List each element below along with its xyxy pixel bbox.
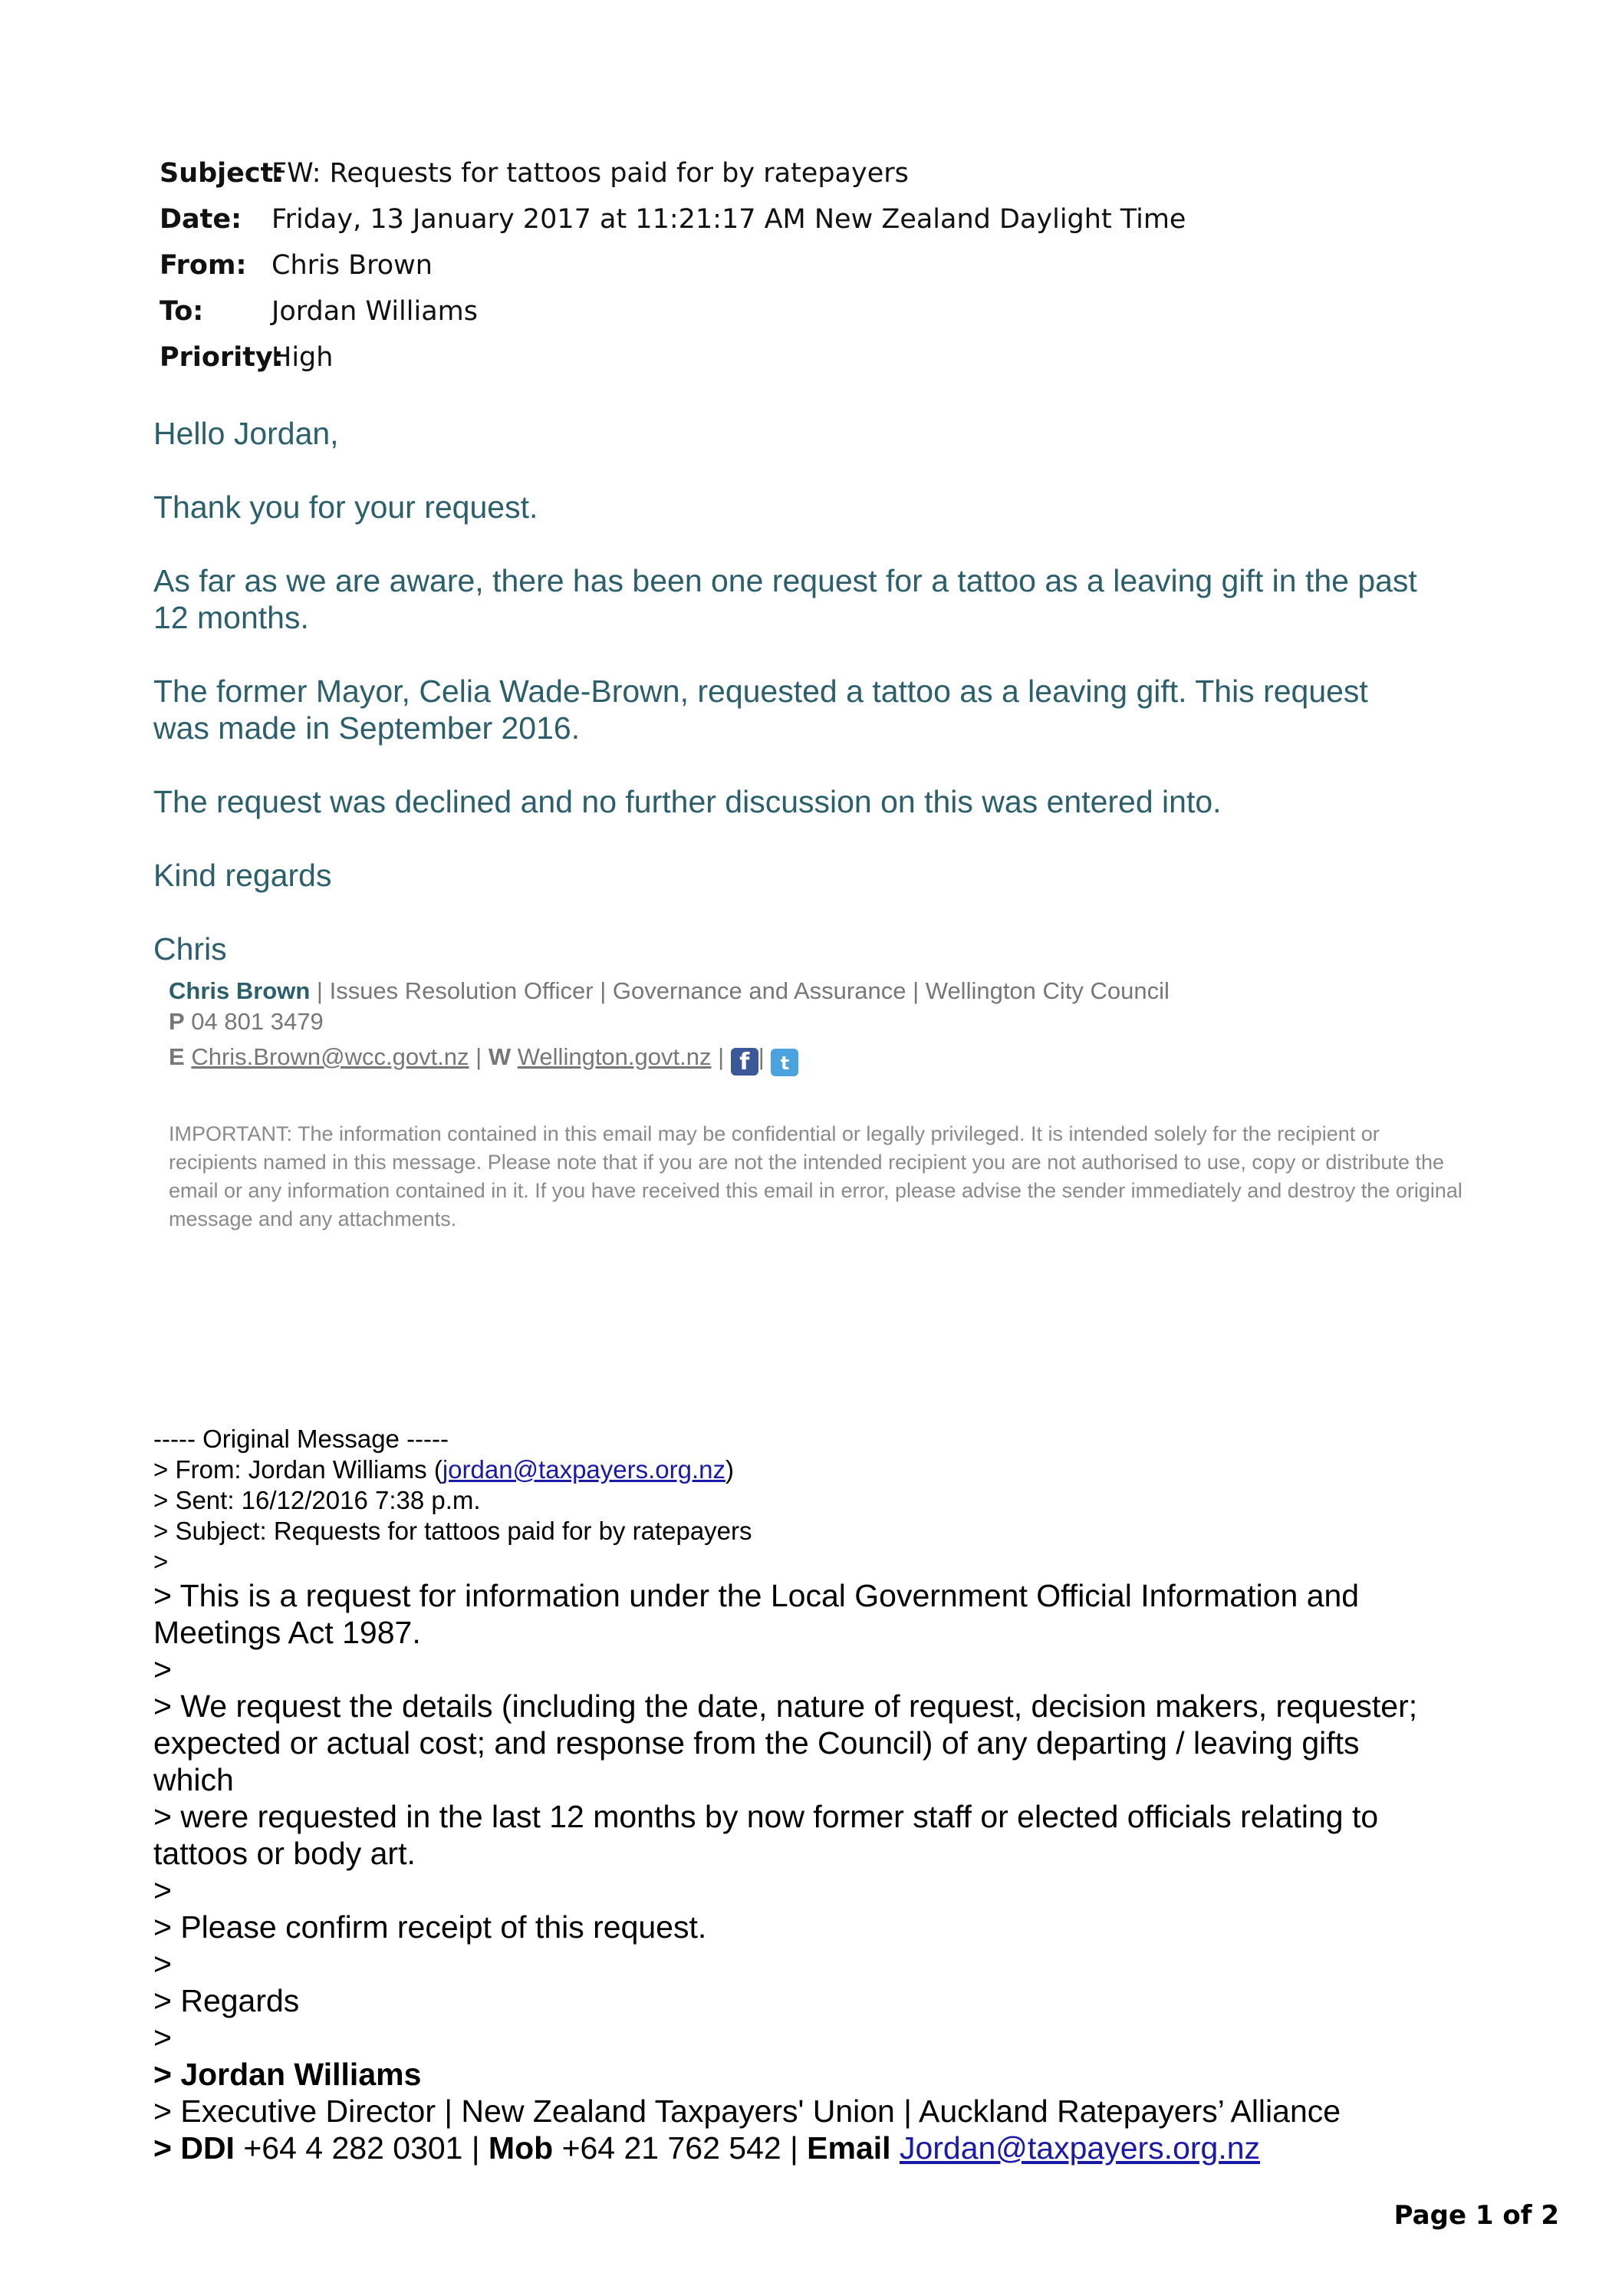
- signature-role: | Issues Resolution Officer | Governance and Assurance | Wellington City Council: [310, 977, 1170, 1004]
- paragraph-mayor-line1: The former Mayor, Celia Wade-Brown, requested a tattoo as a leaving gift. This request: [153, 674, 1368, 709]
- request-line2b: expected or actual cost; and response from the Council) of any departing / leaving gifts: [153, 1725, 1360, 1761]
- request-regards: > Regards: [153, 1983, 300, 2018]
- signature-website-link[interactable]: Wellington.govt.nz: [517, 1043, 712, 1070]
- original-from-prefix: > From: Jordan Williams (: [153, 1455, 443, 1484]
- request-line1b: Meetings Act 1987.: [153, 1615, 421, 1650]
- email-label: E: [169, 1043, 185, 1070]
- quote-marker: >: [153, 1652, 172, 1687]
- signature-email-link[interactable]: Chris.Brown@wcc.govt.nz: [191, 1043, 469, 1070]
- web-label: W: [488, 1043, 512, 1070]
- priority-value: High: [271, 342, 334, 373]
- to-label: To:: [160, 296, 204, 327]
- signature-phone-line: [169, 1008, 324, 1036]
- paragraph-aware-line2: 12 months.: [153, 600, 309, 635]
- email-label: Email: [807, 2130, 891, 2166]
- sender-email-link[interactable]: Jordan@taxpayers.org.nz: [899, 2130, 1261, 2166]
- original-from-email-link[interactable]: jordan@taxpayers.org.nz: [442, 1455, 725, 1484]
- ddi-value: +64 4 282 0301 |: [234, 2130, 489, 2166]
- mob-label: Mob: [488, 2130, 554, 2166]
- ddi-label: > DDI: [153, 2130, 235, 2166]
- request-line1a: > This is a request for information under the Local Government Official Information and: [153, 1578, 1360, 1613]
- page-number: Page 1 of 2: [1393, 2200, 1559, 2231]
- sender-title: > Executive Director | New Zealand Taxpayers' Union | Auckland Ratepayers’ Alliance: [153, 2093, 1341, 2129]
- original-from-suffix: ): [725, 1455, 734, 1484]
- separator: |: [469, 1043, 489, 1070]
- from-value: Chris Brown: [271, 250, 433, 281]
- date-value: Friday, 13 January 2017 at 11:21:17 AM New Zealand Daylight Time: [271, 204, 1186, 235]
- signoff: Chris: [153, 931, 227, 967]
- greeting: Hello Jordan,: [153, 416, 339, 451]
- original-message-marker: ----- Original Message -----: [153, 1425, 449, 1453]
- separator: |: [758, 1043, 765, 1070]
- quote-marker: >: [153, 1547, 169, 1576]
- subject-value: FW: Requests for tattoos paid for by ratepayers: [271, 158, 909, 189]
- paragraph-declined: The request was declined and no further discussion on this was entered into.: [153, 784, 1222, 819]
- signature-name: Chris Brown: [169, 977, 311, 1004]
- original-sent: > Sent: 16/12/2016 7:38 p.m.: [153, 1486, 481, 1514]
- signature-name-line: [169, 977, 1170, 1005]
- twitter-icon[interactable]: t: [771, 1049, 798, 1076]
- phone-label: P: [169, 1008, 185, 1035]
- date-label: Date:: [160, 204, 242, 235]
- phone-value: 04 801 3479: [184, 1008, 324, 1035]
- signature-contact-line: [169, 1043, 798, 1076]
- paragraph-mayor-line2: was made in September 2016.: [153, 710, 581, 746]
- sender-name: > Jordan Williams: [153, 2057, 422, 2092]
- sender-contact-line: [153, 2130, 1260, 2166]
- request-confirm: > Please confirm receipt of this request.: [153, 1909, 707, 1945]
- request-line3a: > were requested in the last 12 months by now former staff or elected officials relating to: [153, 1799, 1379, 1834]
- closing: Kind regards: [153, 858, 332, 893]
- from-label: From:: [160, 250, 247, 281]
- quote-marker: >: [153, 1946, 172, 1981]
- subject-label: Subject:: [160, 158, 285, 189]
- separator: |: [711, 1043, 731, 1070]
- request-line2a: > We request the details (including the date, nature of request, decision makers, requester;: [153, 1688, 1418, 1724]
- disclaimer: IMPORTANT: The information contained in this email may be confidential or legally privileged. It is intended solely for the recipient or recipients named in this message. Please note that if you are not the intended recipient you are not authorised to use, copy or distribute the email or any information contained in it. If you have received this email in error, please advise the sender immediately and destroy the original message and any attachments.: [169, 1122, 1462, 1230]
- facebook-icon[interactable]: f: [731, 1048, 758, 1076]
- mob-value: +64 21 762 542 |: [553, 2130, 808, 2166]
- priority-label: Priority:: [160, 342, 284, 373]
- request-line2c: which: [153, 1762, 234, 1797]
- quote-marker: >: [153, 1873, 172, 1908]
- original-subject: > Subject: Requests for tattoos paid for by ratepayers: [153, 1517, 752, 1545]
- original-from: [153, 1454, 734, 1485]
- paragraph-aware-line1: As far as we are aware, there has been one request for a tattoo as a leaving gift in the past: [153, 563, 1417, 598]
- quote-marker: >: [153, 2020, 172, 2055]
- request-line3b: tattoos or body art.: [153, 1836, 416, 1871]
- to-value: Jordan Williams: [271, 296, 478, 327]
- paragraph-thanks: Thank you for your request.: [153, 489, 538, 525]
